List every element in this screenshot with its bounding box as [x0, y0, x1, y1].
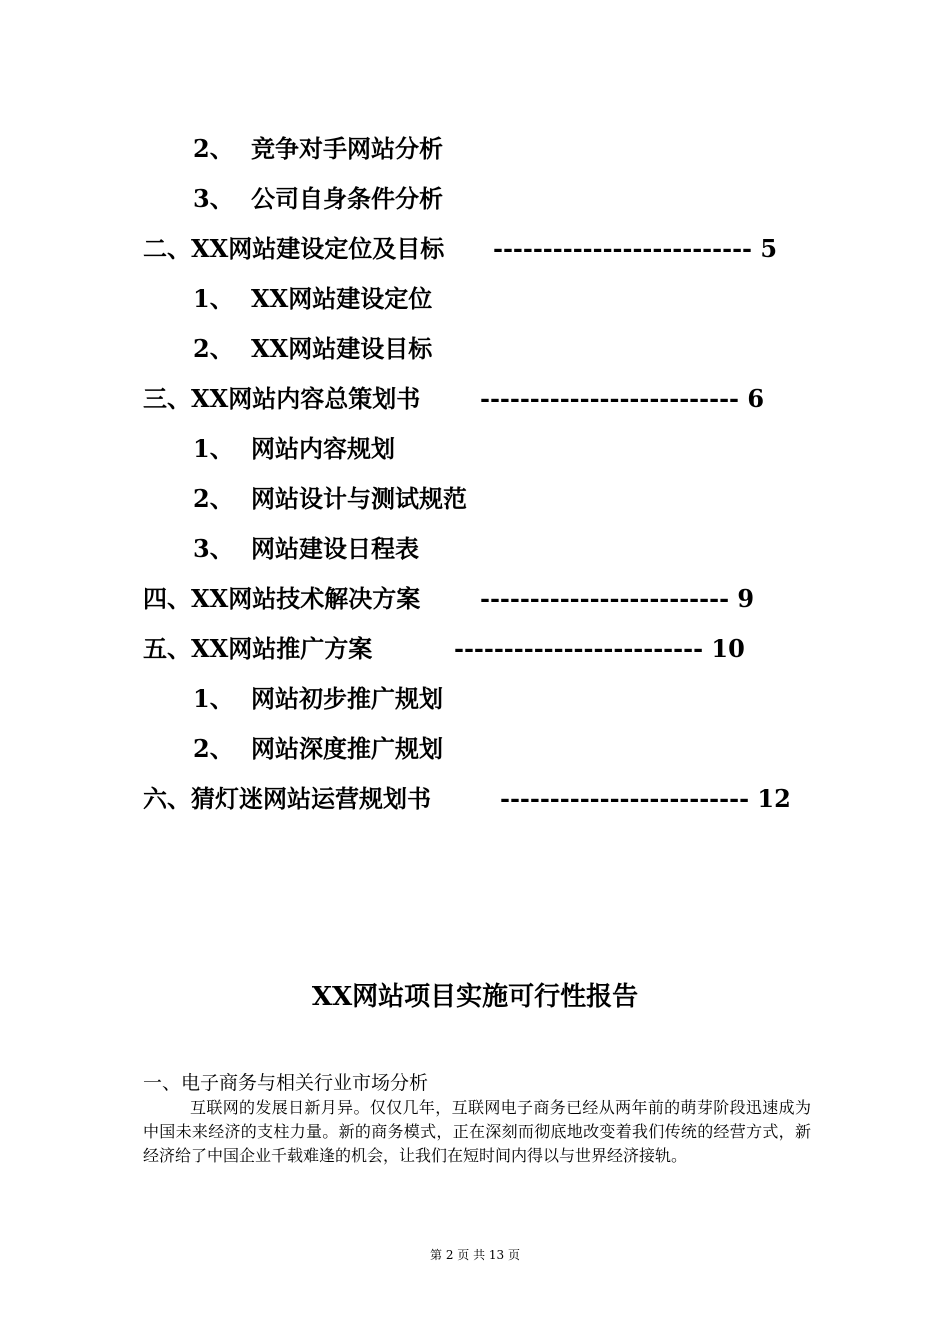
toc-item-number: 2、 — [193, 484, 234, 513]
document-title: XX网站项目实施可行性报告 — [311, 982, 639, 1012]
toc-chapter — [143, 234, 778, 264]
toc-chapter — [143, 784, 791, 814]
toc-item-number: 2、 — [193, 334, 234, 363]
toc-chapter-label: 六、猜灯迷网站运营规划书 — [143, 784, 431, 813]
toc-item — [193, 434, 395, 464]
toc-page-ref: -------------------------- 5 — [493, 234, 778, 263]
toc-item — [193, 334, 432, 364]
toc-chapter-label: 二、XX网站建设定位及目标 — [143, 234, 445, 263]
toc-chapter-label: 五、XX网站推广方案 — [143, 634, 373, 663]
section-heading: 一、电子商务与相关行业市场分析 — [143, 1072, 429, 1094]
toc-item-number: 1、 — [193, 684, 234, 713]
toc-item-label: 网站内容规划 — [251, 434, 395, 463]
toc-item — [193, 684, 443, 714]
toc-page-ref: ------------------------- 10 — [454, 634, 745, 663]
toc-item-number: 2、 — [193, 134, 234, 163]
toc-item — [193, 284, 432, 314]
toc-page-ref: ------------------------- 9 — [480, 584, 755, 613]
toc-item — [193, 184, 443, 214]
toc-item — [193, 534, 419, 564]
toc-item-label: 网站建设日程表 — [251, 534, 419, 563]
page-footer: 第 2 页 共 13 页 — [430, 1248, 520, 1262]
toc-item-number: 1、 — [193, 434, 234, 463]
toc-item-number: 3、 — [193, 534, 234, 563]
toc-page-ref: -------------------------- 6 — [480, 384, 765, 413]
toc-item-label: XX网站建设定位 — [251, 284, 433, 313]
toc-page-ref: ------------------------- 12 — [500, 784, 791, 813]
toc-item-label: XX网站建设目标 — [251, 334, 433, 363]
body-paragraph: 互联网的发展日新月异。仅仅几年，互联网电子商务已经从两年前的萌芽阶段迅速成为中国未来经济的支柱力量。新的商务模式，正在深刻而彻底地改变着我们传统的经营方式，新经济给了中国企业千载难逢的机会，让我们在短时间内得以与世界经济接轨。 — [143, 1098, 811, 1165]
toc-item-label: 网站初步推广规划 — [251, 684, 443, 713]
toc-item-number: 2、 — [193, 734, 234, 763]
toc-item-label: 公司自身条件分析 — [251, 184, 443, 213]
toc-chapter-label: 三、XX网站内容总策划书 — [143, 384, 421, 413]
toc-item — [193, 734, 443, 764]
toc-item-number: 1、 — [193, 284, 234, 313]
toc-chapter — [143, 634, 745, 664]
toc-item — [193, 484, 467, 514]
toc-chapter-label: 四、XX网站技术解决方案 — [143, 584, 421, 613]
toc-item — [193, 134, 443, 164]
toc-chapter — [143, 584, 755, 614]
toc-item-label: 网站设计与测试规范 — [251, 484, 467, 513]
toc-item-label: 网站深度推广规划 — [251, 734, 443, 763]
toc-item-number: 3、 — [193, 184, 234, 213]
toc-item-label: 竞争对手网站分析 — [251, 134, 443, 163]
toc-chapter — [143, 384, 765, 414]
